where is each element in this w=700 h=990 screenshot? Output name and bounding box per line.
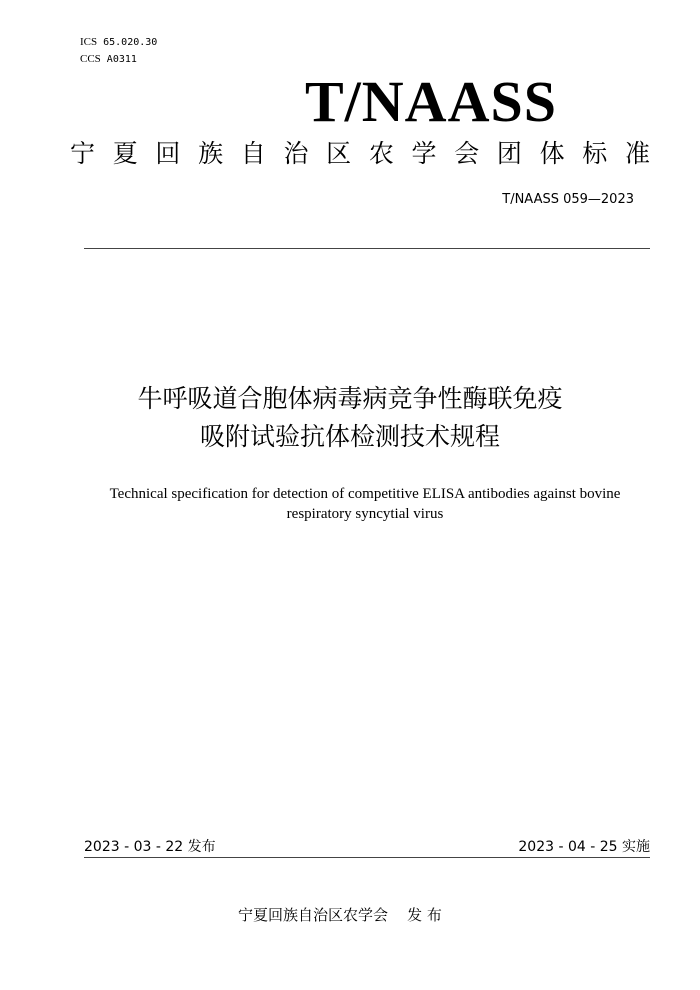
org-char: 体 <box>539 139 565 168</box>
org-char: 自 <box>240 139 266 168</box>
ccs-label: CCS <box>80 53 101 65</box>
ccs-row <box>80 51 157 68</box>
ics-label: ICS <box>80 36 98 48</box>
ics-row <box>80 34 157 51</box>
title-cn-line2: 吸附试验抗体检测技术规程 <box>199 422 500 451</box>
ccs-value: A0311 <box>106 54 137 65</box>
org-char: 族 <box>198 139 224 168</box>
title-cn-line1: 牛呼吸道合胞体病毒病竞争性酶联免疫 <box>137 384 563 413</box>
issue-date: 2023 - 03 - 22 发布 <box>84 839 216 855</box>
top-divider <box>84 248 650 249</box>
standard-number: T/NAASS 059—2023 <box>502 192 634 207</box>
classification-codes <box>80 34 157 68</box>
title-en <box>80 484 650 524</box>
title-en-line1: Technical specification for detection of competitive ELISA antibodies against bovine <box>109 486 621 502</box>
org-char: 准 <box>624 139 650 168</box>
org-char: 学 <box>411 139 437 168</box>
org-char: 回 <box>155 139 181 168</box>
bottom-divider <box>84 857 650 858</box>
ics-value: 65.020.30 <box>103 37 158 48</box>
org-char: 标 <box>582 139 608 168</box>
naass-logo: T/NAASS <box>305 69 557 134</box>
org-char: 治 <box>283 139 309 168</box>
org-char: 区 <box>326 139 352 168</box>
organization-name-cn <box>70 138 650 170</box>
org-char: 夏 <box>112 139 138 168</box>
implementation-date: 2023 - 04 - 25 实施 <box>518 839 650 855</box>
org-char: 会 <box>454 139 480 168</box>
publisher: 宁夏回族自治区农学会 发 布 <box>238 906 442 924</box>
org-char: 团 <box>496 139 522 168</box>
org-char: 农 <box>368 139 394 168</box>
org-char: 宁 <box>70 139 96 168</box>
title-cn <box>60 380 640 456</box>
title-en-line2: respiratory syncytial virus <box>286 506 444 522</box>
